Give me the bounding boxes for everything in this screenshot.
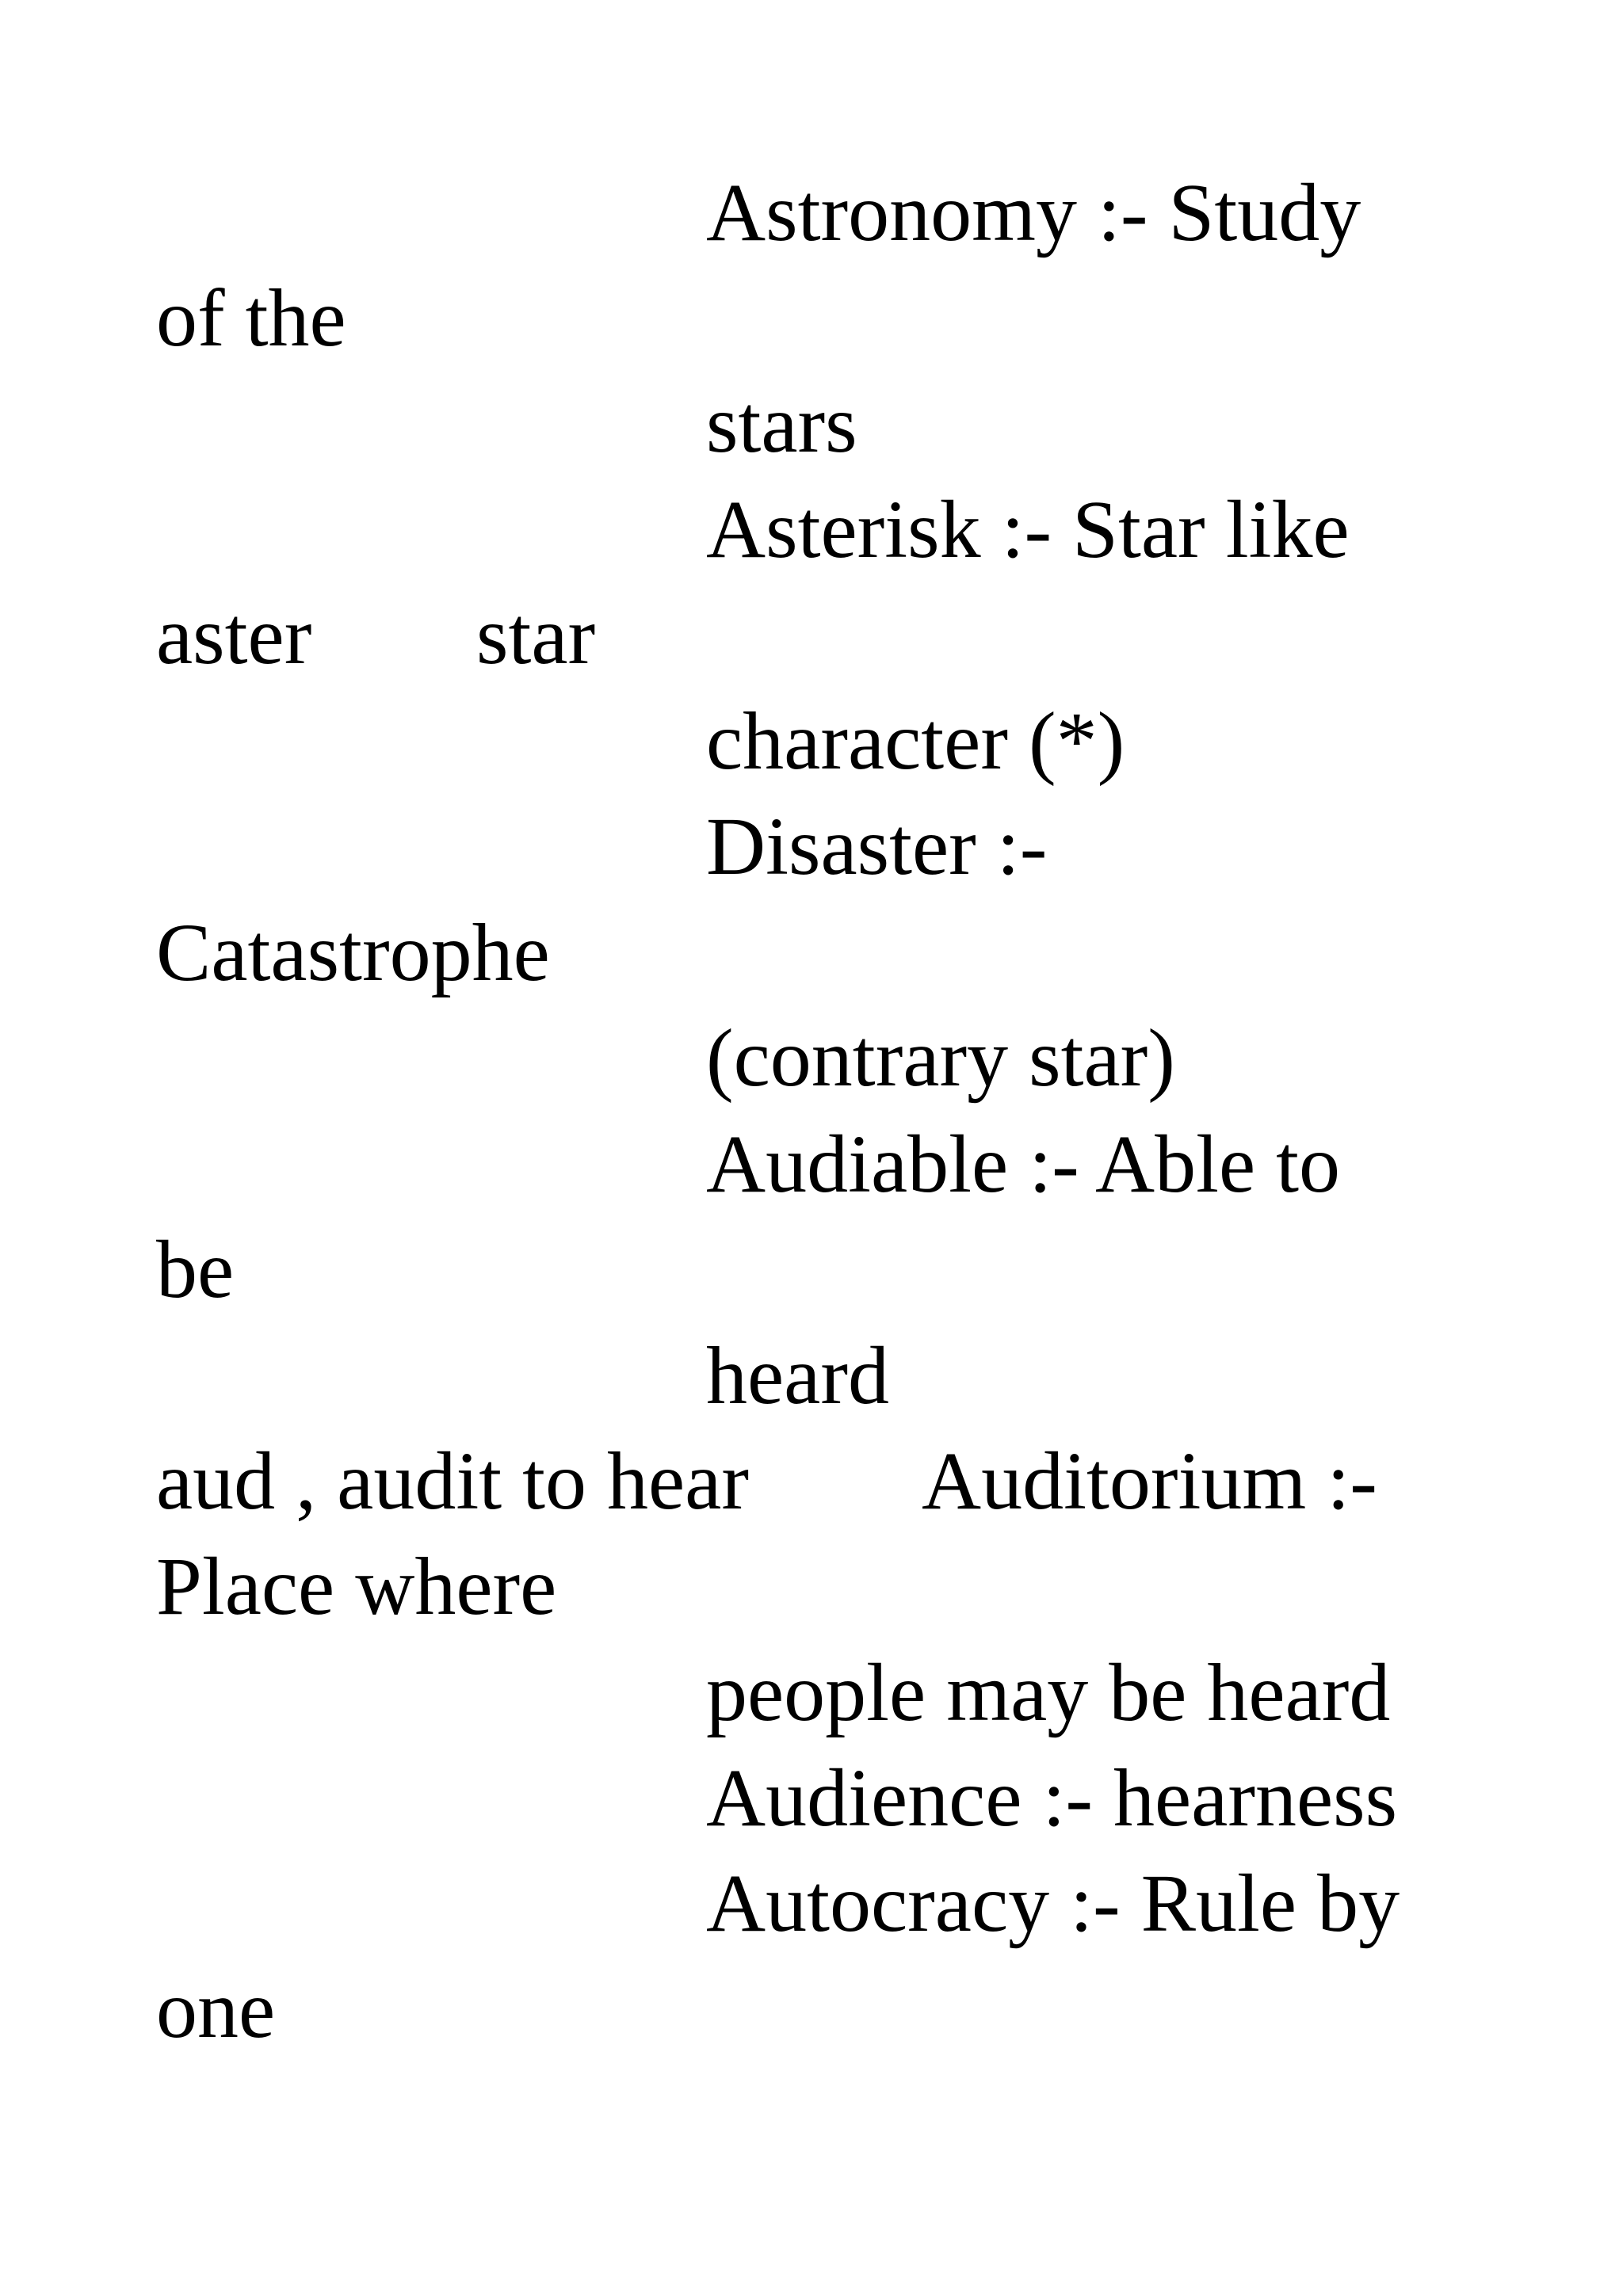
text-line: of the — [156, 273, 346, 364]
text-line: Catastrophe — [156, 907, 550, 998]
text-line: one — [156, 1964, 276, 2055]
text-line: Audiable :- Able to — [706, 1119, 1341, 1210]
text-line: aud , audit to hear — [156, 1436, 749, 1527]
text-line: Astronomy :- Study — [706, 167, 1361, 258]
text-line: Audience :- hearness — [706, 1753, 1398, 1844]
text-line: heard — [706, 1330, 889, 1421]
text-line: Autocracy :- Rule by — [706, 1858, 1400, 1949]
text-line: people may be heard — [706, 1647, 1391, 1738]
text-line: stars — [706, 379, 857, 470]
text-line: Asterisk :- Star like — [706, 484, 1350, 575]
text-line: aster — [156, 590, 312, 681]
text-line: Disaster :- — [706, 801, 1048, 892]
text-line: character (*) — [706, 696, 1125, 787]
text-line: star — [476, 590, 596, 681]
text-line: be — [156, 1224, 235, 1315]
text-line: Place where — [156, 1541, 557, 1632]
text-line: Auditorium :- — [922, 1436, 1377, 1527]
text-line: (contrary star) — [706, 1013, 1175, 1104]
